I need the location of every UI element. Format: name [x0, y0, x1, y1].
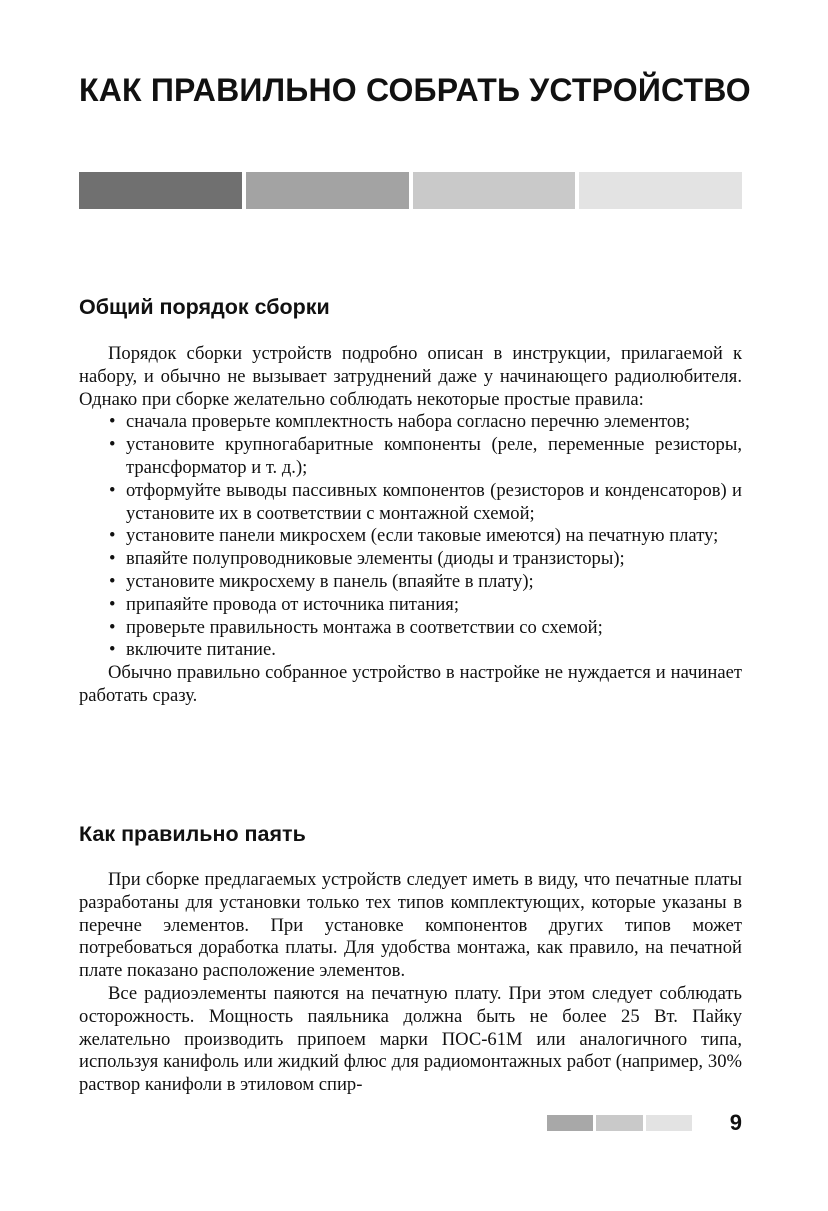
list-item: • проверьте правильность монтажа в соответствии со схемой;: [109, 616, 603, 638]
paragraph-outro: Обычно правильно собранное устройство в настройке не нуждается и начинает работать сразу.: [79, 662, 742, 706]
bullet-icon: •: [109, 434, 116, 456]
bullet-icon: •: [109, 548, 116, 570]
page-number: 9: [729, 1110, 742, 1135]
list-item: • впаяйте полупроводниковые элементы (диоды и транзисторы);: [109, 548, 625, 570]
footer-segment-dark: [547, 1115, 593, 1131]
section-heading-soldering: Как правильно паять: [79, 822, 306, 846]
page-title: КАК ПРАВИЛЬНО СОБРАТЬ УСТРОЙСТВО: [79, 72, 751, 108]
bullet-icon: •: [109, 479, 116, 501]
decor-segment-lightest: [579, 172, 742, 209]
title-decor-bar: [79, 172, 742, 209]
bullet-icon: •: [109, 639, 116, 661]
decor-segment-mid: [246, 172, 409, 209]
footer-segment-light: [646, 1115, 692, 1131]
list-item: • отформуйте выводы пассивных компонентов (резисторов и конденсаторов) и установите их в соответствии с монтажной схемой;: [109, 479, 742, 524]
section-heading-assembly: Общий порядок сборки: [79, 295, 330, 319]
bullet-icon: •: [109, 570, 116, 592]
decor-segment-light: [413, 172, 576, 209]
bullet-icon: •: [109, 616, 116, 638]
list-item: • установите панели микросхем (если таковые имеются) на печатную плату;: [109, 525, 719, 547]
rules-list: [79, 411, 742, 662]
list-item: • сначала проверьте комплектность набора согласно перечню элементов;: [109, 411, 691, 433]
section-body-assembly: [79, 343, 742, 708]
bullet-icon: •: [109, 593, 116, 615]
paragraph-soldering-2: Все радиоэлементы паяются на печатную плату. При этом следует соблюдать осторожность. Мощность паяльника должна быть не более 25 Вт. Пайку желательно производить припоем марки ПОС-61М или аналогичного типа, используя канифоль или жидкий флюс для радиомонтажных работ (например, 30% раствор канифоли в этиловом спир-: [79, 982, 742, 1096]
footer-segment-mid: [596, 1115, 642, 1131]
list-item: • установите крупногабаритные компоненты (реле, переменные резисторы, трансформатор и т. д.);: [109, 434, 742, 478]
section-body-soldering: [79, 869, 742, 1097]
list-item: • установите микросхему в панель (впаяйте в плату);: [109, 570, 534, 592]
bullet-icon: •: [109, 411, 116, 433]
list-item: • припаяйте провода от источника питания;: [109, 593, 460, 615]
list-item: • включите питание.: [109, 639, 276, 661]
footer-decor-bar: [547, 1115, 692, 1131]
paragraph-soldering-1: При сборке предлагаемых устройств следует иметь в виду, что печатные платы разработаны для установки только тех типов комплектующих, которые указаны в перечне элементов. При установке компонентов других типов может потребоваться доработка платы. Для удобства монтажа, как правило, на печатной плате показано расположение элементов.: [79, 869, 742, 982]
decor-segment-dark: [79, 172, 242, 209]
bullet-icon: •: [109, 525, 116, 547]
paragraph-intro: Порядок сборки устройств подробно описан в инструкции, прилагаемой к набору, и обычно не вызывает затруднений даже у начинающего радиолюбителя. Однако при сборке желательно соблюдать некоторые простые правила:: [79, 343, 742, 410]
